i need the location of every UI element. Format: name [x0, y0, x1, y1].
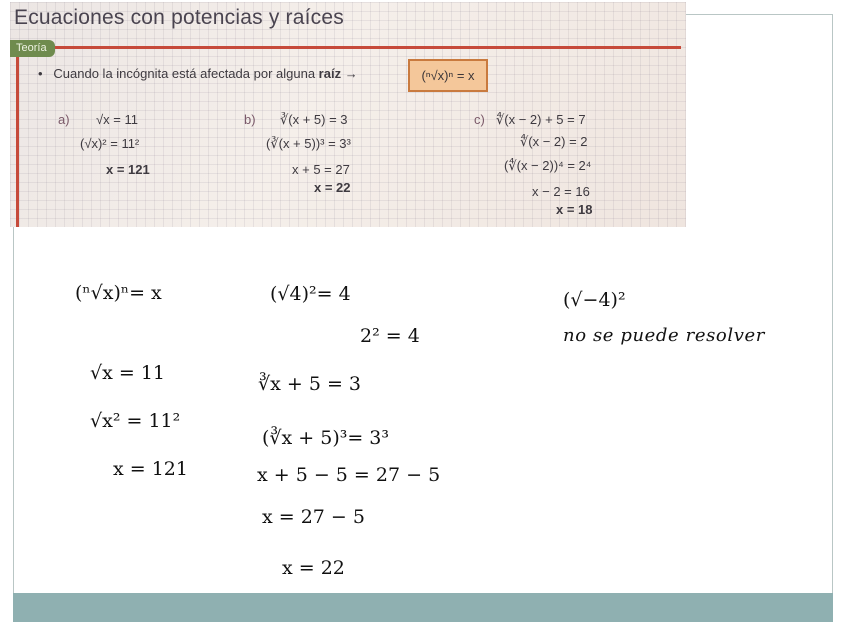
formula-box: [408, 59, 488, 92]
example-a-result: x = 121: [106, 162, 150, 177]
eq-b-line-7: x = 22: [282, 557, 345, 579]
theory-bullet: [38, 66, 358, 81]
arrow-icon: →: [344, 66, 358, 81]
example-b-label: b): [244, 112, 256, 127]
theory-tag: Teoría: [10, 40, 55, 57]
example-b-line-2: (∛(x + 5))³ = 3³: [266, 136, 351, 151]
example-b-result: x = 22: [314, 180, 351, 195]
textbook-photo: [10, 2, 686, 227]
photo-title: Ecuaciones con potencias y raíces: [14, 6, 344, 29]
eq-a-line-3: x = 121: [113, 458, 188, 480]
eq-b-line-1: (√4)²= 4: [270, 283, 351, 305]
example-c-label: c): [474, 112, 485, 127]
eq-a-line-1: √x = 11: [90, 362, 165, 384]
bullet-text: Cuando la incógnita está afectada por alguna: [53, 66, 316, 81]
example-b-line-1: ∛(x + 5) = 3: [280, 112, 348, 127]
slide-footer-bar: [13, 593, 833, 622]
eq-b-line-5: x + 5 − 5 = 27 − 5: [257, 464, 441, 486]
example-a-line-2: (√x)² = 11²: [80, 136, 140, 151]
example-c-line-2: ∜(x − 2) = 2: [520, 134, 588, 149]
eq-b-line-3: ∛x + 5 = 3: [258, 373, 361, 395]
example-a-line-1: √x = 11: [96, 112, 138, 127]
bullet-dot-icon: •: [38, 66, 43, 81]
example-c-line-1: ∜(x − 2) + 5 = 7: [496, 112, 586, 127]
eq-c-note: no se puede resolver: [563, 325, 765, 346]
eq-b-line-2: 2² = 4: [360, 325, 420, 347]
eq-b-line-4: (∛x + 5)³= 3³: [262, 427, 390, 449]
eq-a-line-2: √x² = 11²: [90, 410, 181, 432]
eq-c-line-1: (√−4)²: [563, 289, 626, 311]
example-c-result: x = 18: [556, 202, 593, 217]
eq-identity: (ⁿ√x)ⁿ= x: [75, 282, 162, 304]
example-b-line-3: x + 5 = 27: [292, 162, 350, 177]
example-c-line-3: (∜(x − 2))⁴ = 2⁴: [504, 158, 592, 173]
eq-b-line-6: x = 27 − 5: [262, 506, 365, 528]
example-c-line-4: x − 2 = 16: [532, 184, 590, 199]
formula-text: (ⁿ√x)ⁿ = x: [421, 68, 475, 83]
bullet-bold: raíz: [318, 66, 342, 81]
example-a-label: a): [58, 112, 70, 127]
